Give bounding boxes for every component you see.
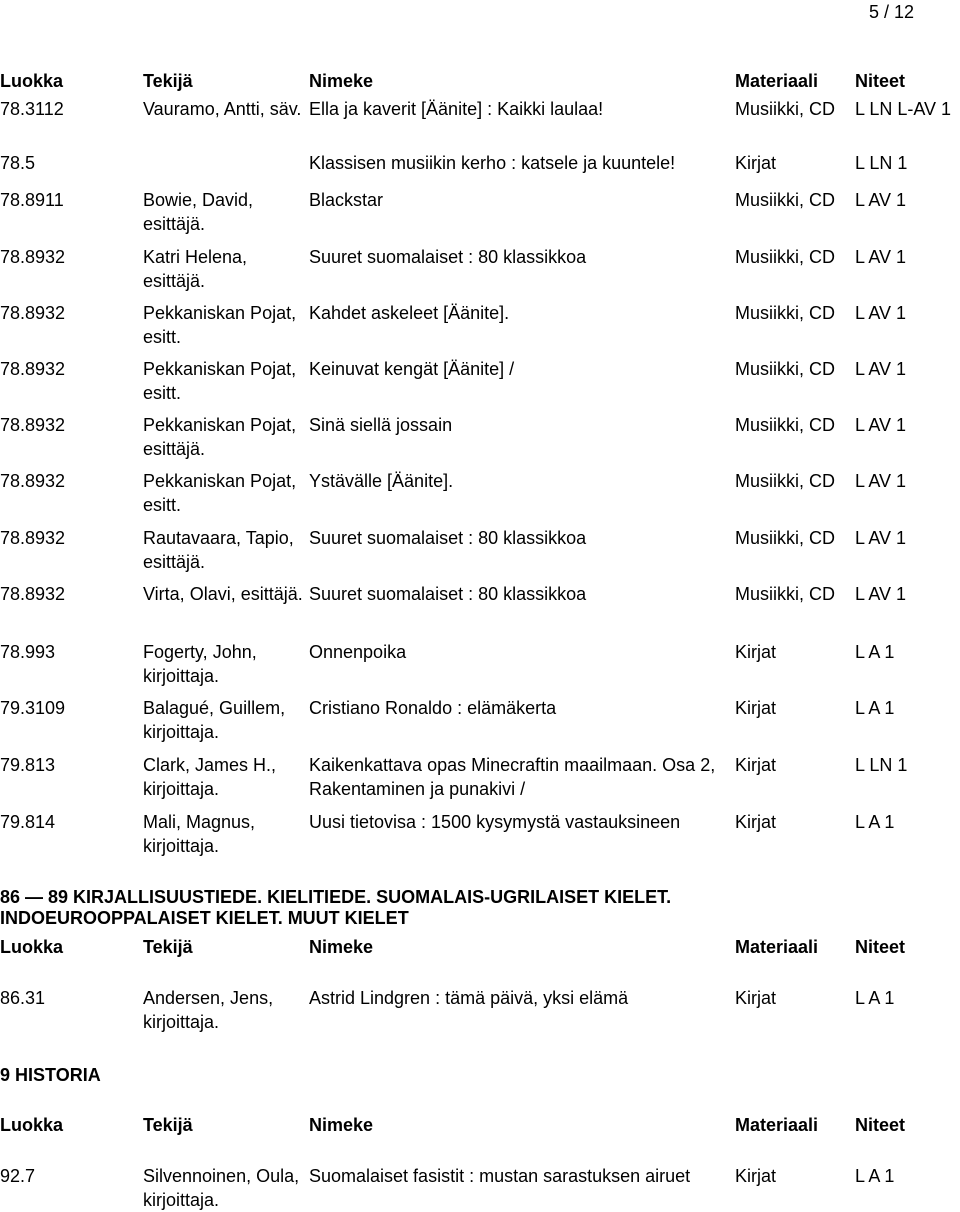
cell-nimeke: Onnenpoika — [309, 642, 407, 662]
cell-luokka: 78.8932 — [0, 584, 66, 604]
cell-niteet: L LN L-AV 1 — [855, 99, 952, 119]
cell-niteet: L AV 1 — [855, 415, 907, 435]
col-niteet: Niteet — [855, 71, 906, 91]
cell-luokka: 78.5 — [0, 153, 36, 173]
table-row — [0, 526, 960, 574]
cell-luokka: 78.8932 — [0, 528, 66, 548]
cell-materiaali: Musiikki, CD — [735, 303, 836, 323]
cell-luokka: 78.8932 — [0, 303, 66, 323]
cell-materiaali: Musiikki, CD — [735, 528, 836, 548]
cell-materiaali: Musiikki, CD — [735, 99, 836, 119]
cell-tekija: Bowie, David, esittäjä. — [143, 190, 254, 234]
cell-tekija: Clark, James H., kirjoittaja. — [143, 755, 277, 799]
cell-luokka: 79.3109 — [0, 698, 66, 718]
table-header — [0, 1113, 960, 1161]
table-row — [0, 301, 960, 349]
cell-nimeke: Suomalaiset fasistit : mustan sarastuksen airuet — [309, 1166, 691, 1186]
cell-luokka: 78.3112 — [0, 99, 64, 119]
section-title-line2: INDOEUROOPPALAISET KIELET. MUUT KIELET — [0, 908, 409, 928]
cell-materiaali: Musiikki, CD — [735, 415, 836, 435]
table-row — [0, 640, 960, 688]
col-luokka: Luokka — [0, 71, 64, 91]
cell-luokka: 78.8932 — [0, 359, 66, 379]
col-materiaali: Materiaali — [735, 937, 819, 957]
section-title: 86 — 89 KIRJALLISUUSTIEDE. KIELITIEDE. SUOMALAIS-UGRILAISET KIELET. — [0, 887, 672, 907]
col-materiaali: Materiaali — [735, 71, 819, 91]
cell-luokka: 78.8911 — [0, 190, 64, 210]
cell-luokka: 79.813 — [0, 755, 56, 775]
cell-niteet: L AV 1 — [855, 359, 907, 379]
col-nimeke: Nimeke — [309, 1115, 374, 1135]
cell-niteet: L LN 1 — [855, 755, 908, 775]
cell-materiaali: Kirjat — [735, 755, 777, 775]
cell-niteet: L A 1 — [855, 988, 895, 1008]
cell-tekija: Vauramo, Antti, säv. — [143, 99, 302, 119]
col-tekija: Tekijä — [143, 937, 193, 957]
cell-materiaali: Musiikki, CD — [735, 359, 836, 379]
cell-materiaali: Kirjat — [735, 153, 777, 173]
cell-luokka: 78.8932 — [0, 247, 66, 267]
col-materiaali: Materiaali — [735, 1115, 819, 1135]
cell-luokka: 78.8932 — [0, 471, 66, 491]
cell-niteet: L A 1 — [855, 812, 895, 832]
cell-materiaali: Musiikki, CD — [735, 190, 836, 210]
table-row — [0, 582, 960, 630]
col-luokka: Luokka — [0, 937, 64, 957]
cell-niteet: L AV 1 — [855, 190, 907, 210]
cell-materiaali: Kirjat — [735, 698, 777, 718]
cell-tekija: Silvennoinen, Oula, kirjoittaja. — [143, 1166, 300, 1210]
table-row — [0, 469, 960, 517]
table-row — [0, 357, 960, 405]
table-row — [0, 696, 960, 744]
cell-nimeke: Kahdet askeleet [Äänite]. — [309, 303, 510, 323]
cell-tekija: Virta, Olavi, esittäjä. — [143, 584, 303, 604]
cell-nimeke: Ella ja kaverit [Äänite] : Kaikki laulaa! — [309, 99, 604, 119]
cell-nimeke: Uusi tietovisa : 1500 kysymystä vastauksineen — [309, 812, 681, 832]
cell-tekija: Fogerty, John, kirjoittaja. — [143, 642, 257, 686]
cell-nimeke: Kaikenkattava opas Minecraftin maailmaan. Osa 2, Rakentaminen ja punakivi / — [309, 755, 716, 799]
cell-tekija: Balagué, Guillem, kirjoittaja. — [143, 698, 286, 742]
table-row — [0, 245, 960, 293]
cell-materiaali: Kirjat — [735, 988, 777, 1008]
cell-niteet: L A 1 — [855, 642, 895, 662]
cell-nimeke: Blackstar — [309, 190, 384, 210]
col-luokka: Luokka — [0, 1115, 64, 1135]
cell-luokka: 78.8932 — [0, 415, 66, 435]
cell-tekija: Katri Helena, esittäjä. — [143, 247, 248, 291]
cell-tekija: Mali, Magnus, kirjoittaja. — [143, 812, 256, 856]
cell-nimeke: Keinuvat kengät [Äänite] / — [309, 359, 515, 379]
cell-nimeke: Suuret suomalaiset : 80 klassikkoa — [309, 584, 587, 604]
table-row — [0, 97, 960, 145]
table-header — [0, 935, 960, 983]
cell-luokka: 86.31 — [0, 988, 46, 1008]
cell-niteet: L A 1 — [855, 1166, 895, 1186]
cell-niteet: L A 1 — [855, 698, 895, 718]
cell-nimeke: Suuret suomalaiset : 80 klassikkoa — [309, 528, 587, 548]
cell-tekija: Pekkaniskan Pojat, esitt. — [143, 471, 297, 515]
cell-niteet: L AV 1 — [855, 584, 907, 604]
table-row — [0, 810, 960, 858]
section-title: 9 HISTORIA — [0, 1065, 101, 1085]
cell-tekija: Pekkaniskan Pojat, esittäjä. — [143, 415, 297, 459]
cell-tekija: Rautavaara, Tapio, esittäjä. — [143, 528, 294, 572]
col-niteet: Niteet — [855, 937, 906, 957]
cell-luokka: 78.993 — [0, 642, 56, 662]
cell-niteet: L AV 1 — [855, 247, 907, 267]
col-nimeke: Nimeke — [309, 71, 374, 91]
cell-tekija: Andersen, Jens, kirjoittaja. — [143, 988, 274, 1032]
cell-materiaali: Musiikki, CD — [735, 584, 836, 604]
cell-materiaali: Kirjat — [735, 642, 777, 662]
cell-niteet: L AV 1 — [855, 528, 907, 548]
table-row — [0, 188, 960, 236]
cell-nimeke: Cristiano Ronaldo : elämäkerta — [309, 698, 557, 718]
cell-niteet: L AV 1 — [855, 471, 907, 491]
cell-nimeke: Klassisen musiikin kerho : katsele ja kuuntele! — [309, 153, 676, 173]
cell-materiaali: Kirjat — [735, 812, 777, 832]
table-row — [0, 413, 960, 461]
cell-nimeke: Ystävälle [Äänite]. — [309, 471, 454, 491]
cell-tekija: Pekkaniskan Pojat, esitt. — [143, 303, 297, 347]
cell-nimeke: Suuret suomalaiset : 80 klassikkoa — [309, 247, 587, 267]
table-row — [0, 986, 960, 1034]
table-row — [0, 1164, 960, 1212]
cell-luokka: 79.814 — [0, 812, 56, 832]
cell-niteet: L LN 1 — [855, 153, 908, 173]
cell-tekija: Pekkaniskan Pojat, esitt. — [143, 359, 297, 403]
cell-nimeke: Astrid Lindgren : tämä päivä, yksi elämä — [309, 988, 629, 1008]
cell-materiaali: Kirjat — [735, 1166, 777, 1186]
col-tekija: Tekijä — [143, 71, 193, 91]
cell-niteet: L AV 1 — [855, 303, 907, 323]
page-number: 5 / 12 — [868, 2, 914, 22]
cell-nimeke: Sinä siellä jossain — [309, 415, 453, 435]
table-row — [0, 753, 960, 801]
col-niteet: Niteet — [855, 1115, 906, 1135]
cell-materiaali: Musiikki, CD — [735, 471, 836, 491]
col-nimeke: Nimeke — [309, 937, 374, 957]
cell-luokka: 92.7 — [0, 1166, 36, 1186]
cell-materiaali: Musiikki, CD — [735, 247, 836, 267]
col-tekija: Tekijä — [143, 1115, 193, 1135]
